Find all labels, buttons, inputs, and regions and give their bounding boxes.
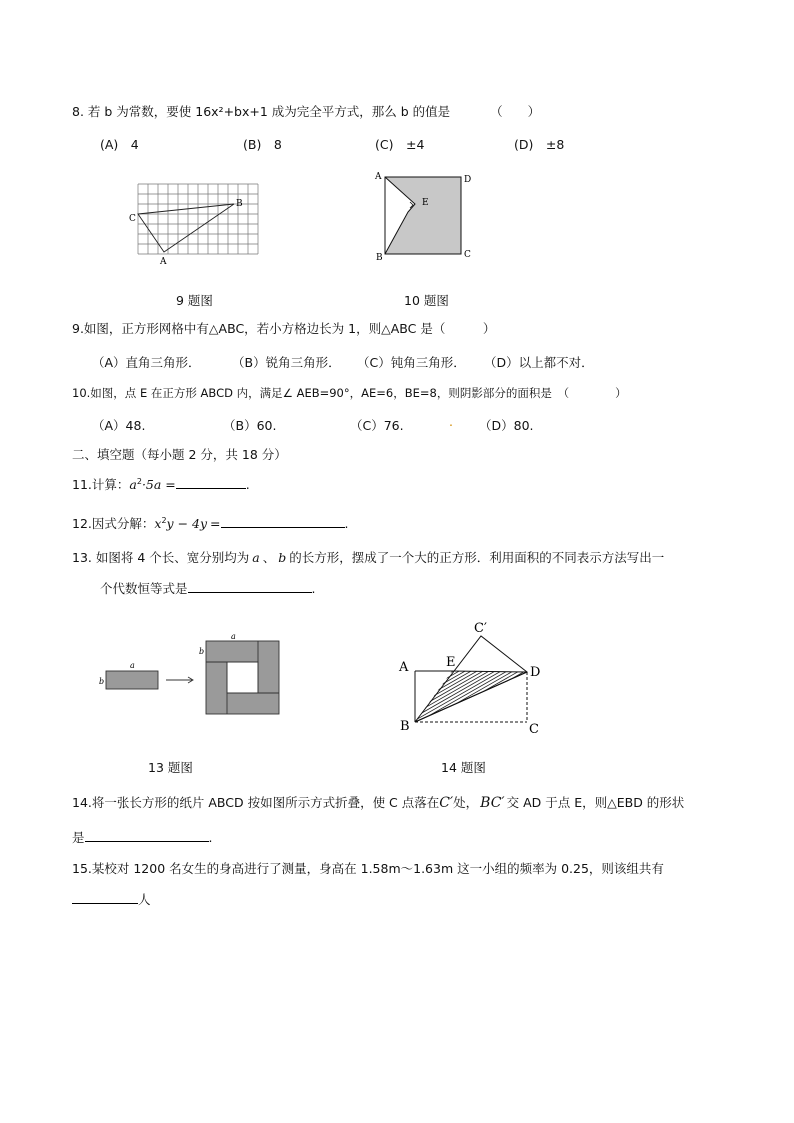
fig13-label-b-small: b bbox=[99, 677, 105, 686]
q9-option-a: （A）直角三角形． bbox=[92, 355, 201, 370]
q10-option-d: （D）80. bbox=[479, 418, 534, 433]
q8-option-c: (C) ±4 bbox=[375, 137, 425, 152]
q14-line2: 是 . bbox=[72, 830, 213, 845]
q15-line1: 15.某校对 1200 名女生的身高进行了测量，身高在 1.58m～1.63m 这一小组的频率为 0.25，则该组共有 bbox=[72, 861, 664, 876]
fig13-label-b-big: b bbox=[199, 647, 205, 656]
fig9-label-b: B bbox=[236, 199, 243, 209]
fig9-triangle bbox=[138, 204, 234, 252]
q10-option-a: （A）48. bbox=[92, 418, 146, 433]
fig13-label-a-small: a bbox=[130, 661, 135, 670]
q15-line2: 人 bbox=[72, 891, 151, 909]
section2-title: 二、填空题（每小题 2 分，共 18 分） bbox=[72, 447, 287, 462]
fig10-label-b: B bbox=[376, 253, 383, 263]
fig10-shaded-region bbox=[385, 177, 461, 254]
fig13-label-a-big: a bbox=[231, 632, 236, 641]
q15-answer-blank[interactable] bbox=[72, 891, 138, 904]
fig14-caption: 14 题图 bbox=[441, 760, 486, 775]
fig9-label-c: C bbox=[129, 214, 136, 224]
fig10-label-c: C bbox=[464, 250, 471, 260]
q14-answer-blank[interactable] bbox=[85, 829, 209, 842]
q9-text: 9.如图，正方形网格中有△ABC，若小方格边长为 1，则△ABC 是（ ） bbox=[72, 321, 496, 336]
q11-line: 11.计算：$a^2\cdot 5a$ = . bbox=[72, 477, 250, 493]
fig9-caption: 9 题图 bbox=[176, 293, 213, 308]
fig14-fold-figure bbox=[396, 618, 556, 740]
q8-option-b: (B) 8 bbox=[243, 137, 282, 152]
q9-option-b: （B）锐角三角形． bbox=[232, 355, 341, 370]
fig10-label-a: A bbox=[375, 172, 382, 182]
fig10-caption: 10 题图 bbox=[404, 293, 449, 308]
q11-answer-blank[interactable] bbox=[176, 476, 246, 489]
q10-option-c: （C）76. bbox=[350, 418, 404, 433]
fig14-label-e: E bbox=[446, 655, 456, 670]
fig14-label-c: C bbox=[529, 722, 539, 737]
fig14-label-c-prime: C′ bbox=[474, 621, 487, 636]
q12-answer-blank[interactable] bbox=[221, 515, 345, 528]
q13-answer-blank[interactable] bbox=[188, 580, 312, 593]
q9-option-c: （C）钝角三角形． bbox=[357, 355, 466, 370]
fig13-rectangles-figure bbox=[96, 630, 286, 720]
q13-line2: 个代数恒等式是 . bbox=[100, 581, 316, 596]
q12-line: 12.因式分解：$x^2y - 4y$ = . bbox=[72, 516, 349, 532]
q10-option-b: （B）60. bbox=[223, 418, 277, 433]
fig14-label-a: A bbox=[399, 660, 409, 675]
q10-text: 10.如图，点 E 在正方形 ABCD 内，满足∠ AEB=90°，AE=6，BE=8，则阴影部分的面积是 （ ） bbox=[72, 386, 627, 400]
fig9-grid-figure bbox=[128, 180, 264, 266]
fig9-label-a: A bbox=[160, 257, 167, 266]
fig10-label-d: D bbox=[464, 175, 472, 185]
q14-line1: 14.将一张长方形的纸片 ABCD 按如图所示方式折叠，使 C 点落在C′处， BC′ 交 AD 于点 E，则△EBD 的形状 bbox=[72, 795, 685, 811]
fig10-label-e: E bbox=[422, 198, 429, 208]
q8-option-a: (A) 4 bbox=[100, 137, 139, 152]
q8-text: 8. 若 b 为常数，要使 16x²+bx+1 成为完全平方式，那么 b 的值是 （ ） bbox=[72, 104, 541, 119]
fig14-label-d: D bbox=[530, 665, 541, 680]
fig10-square-figure bbox=[370, 168, 480, 264]
fig14-label-b: B bbox=[400, 719, 410, 734]
q9-option-d: （D）以上都不对． bbox=[484, 355, 594, 370]
q13-line1: 13. 如图将 4 个长、宽分别均为 a 、 b 的长方形，摆成了一个大的正方形．利用面积的不同表示方法写出一 bbox=[72, 550, 665, 565]
q10-dot: . bbox=[449, 414, 453, 429]
q8-option-d: (D) ±8 bbox=[514, 137, 565, 152]
q8-paren: （ ） bbox=[490, 104, 541, 119]
fig13-single-rect bbox=[106, 671, 158, 689]
fig13-caption: 13 题图 bbox=[148, 760, 193, 775]
